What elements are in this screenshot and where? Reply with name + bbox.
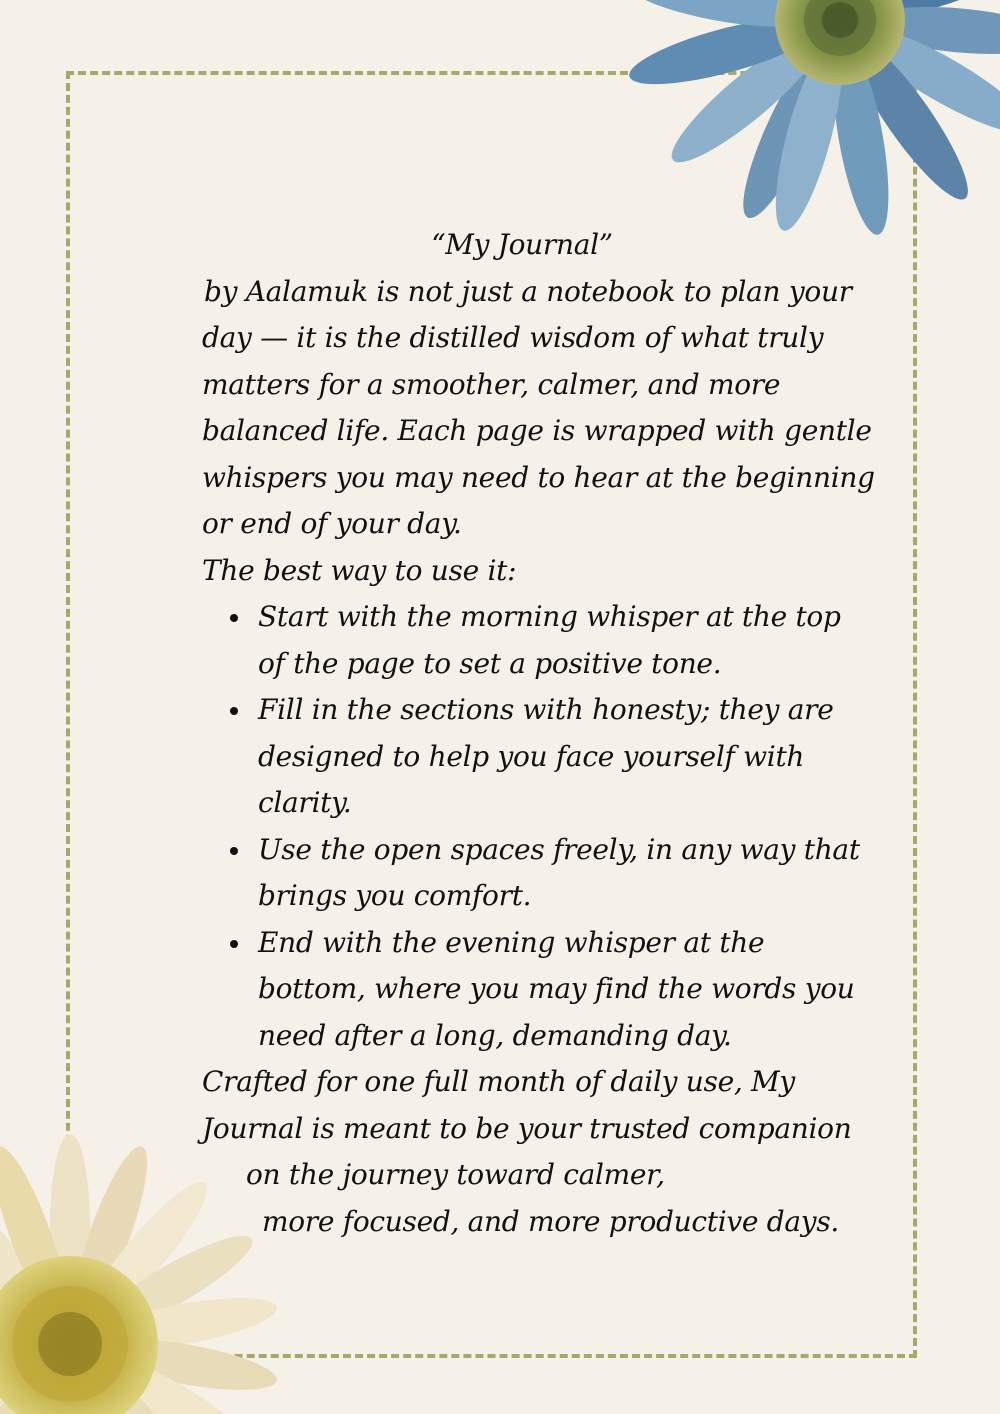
usage-item-line: need after a long, demanding day. — [258, 1018, 732, 1052]
usage-item-line: designed to help you face yourself with — [258, 739, 805, 773]
usage-item — [202, 827, 862, 920]
usage-list — [202, 594, 862, 1059]
usage-item-line: Start with the morning whisper at the top — [258, 600, 841, 633]
usage-heading: The best way to use it: — [202, 553, 517, 587]
intro-line: by Aalamuk is not just a notebook to plan your — [204, 274, 852, 308]
usage-item-line: bottom, where you may find the words you — [258, 972, 855, 1005]
intro-line: whispers you may need to hear at the beginning — [202, 460, 875, 494]
journal-text — [202, 222, 875, 1245]
usage-item-line: brings you comfort. — [258, 879, 532, 912]
intro-line: balanced life. Each page is wrapped with gentle — [202, 414, 872, 447]
usage-item-line: of the page to set a positive tone. — [258, 646, 722, 680]
usage-item-line: clarity. — [258, 786, 352, 819]
closing-line: Journal is meant to be your trusted companion — [202, 1111, 852, 1145]
closing-line: on the journey toward calmer, — [246, 1158, 665, 1191]
usage-item-line: End with the evening whisper at the — [258, 925, 765, 959]
intro-line: day — it is the distilled wisdom of what truly — [202, 321, 824, 354]
closing-line: Crafted for one full month of daily use, My — [202, 1065, 795, 1098]
intro-line: or end of your day. — [202, 507, 462, 540]
intro-line: matters for a smoother, calmer, and more — [202, 367, 781, 401]
usage-item-line: Fill in the sections with honesty; they are — [258, 693, 834, 726]
usage-item — [202, 920, 862, 1060]
usage-item — [202, 687, 862, 827]
usage-item — [202, 594, 862, 687]
closing-line: more focused, and more productive days. — [262, 1204, 839, 1238]
usage-item-line: Use the open spaces freely, in any way that — [258, 832, 860, 866]
journal-title: “My Journal” — [431, 228, 613, 261]
